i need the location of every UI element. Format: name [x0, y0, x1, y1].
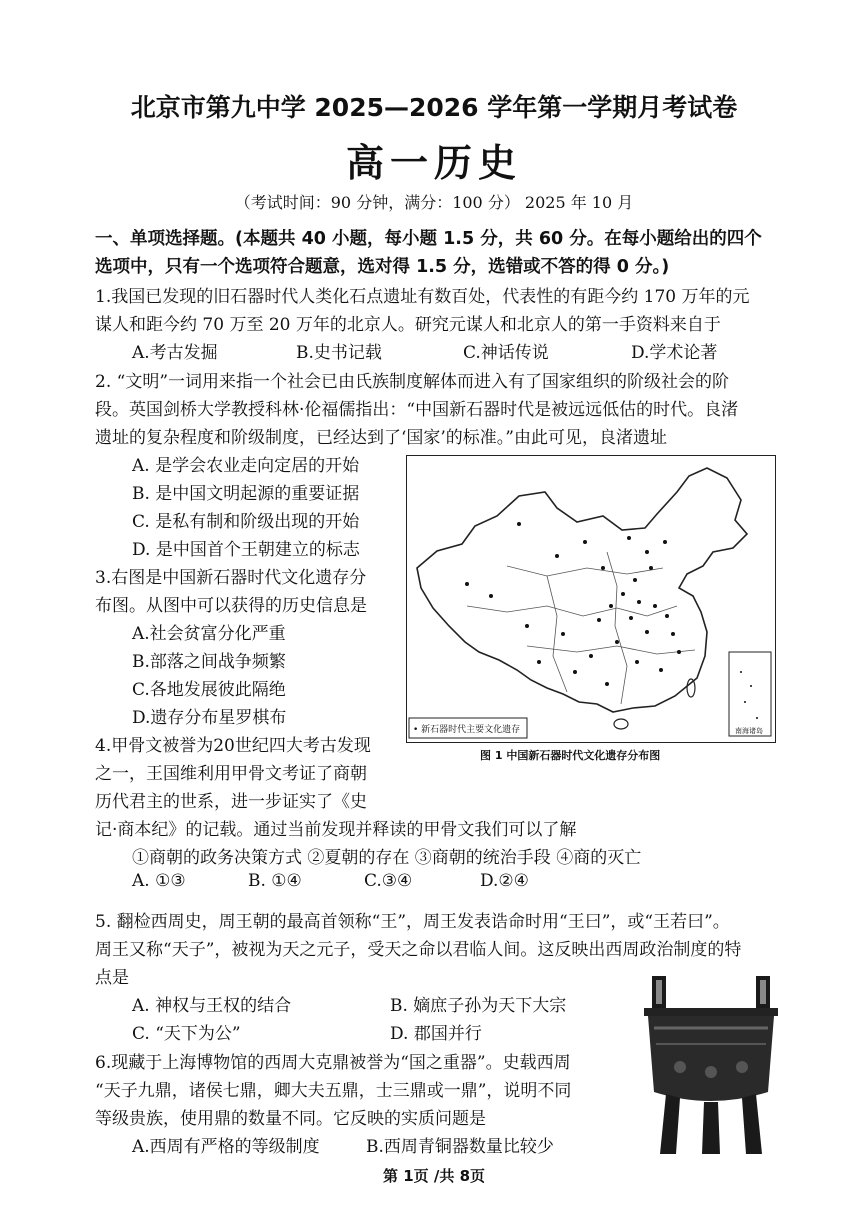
q3-option-b: B.部落之间战争频繁 [132, 652, 286, 672]
q2-option-d: D. 是中国首个王朝建立的标志 [132, 540, 360, 560]
q4-stem-line1: 4.甲骨文被誉为20世纪四大考古发现 [95, 736, 371, 756]
q3-stem-line2: 布图。从图中可以获得的历史信息是 [95, 596, 367, 616]
section-heading-line2: 选项中，只有一个选项符合题意，选对得 1.5 分，选错或不答的得 0 分。) [95, 257, 670, 277]
da-ke-ding-image [640, 972, 782, 1158]
q6-stem-line3: 等级贵族，使用鼎的数量不同。它反映的实质问题是 [95, 1109, 486, 1129]
q4-stem-line2: 之一，王国维利用甲骨文考证了商朝 [95, 764, 367, 784]
neolithic-sites-map [406, 455, 776, 743]
q4-option-b: B. ①④ [248, 871, 302, 891]
q2-option-b: B. 是中国文明起源的重要证据 [132, 484, 360, 504]
q5-option-d: D. 郡国并行 [390, 1024, 482, 1044]
q6-option-b: B.西周青铜器数量比较少 [366, 1137, 554, 1157]
q6-stem-line1: 6.现藏于上海博物馆的西周大克鼎被誉为“国之重器”。史载西周 [95, 1053, 571, 1073]
map-inset-label: 南海诸岛 [735, 727, 763, 735]
q4-option-c: C.③④ [364, 871, 413, 891]
q1-stem-line1: 1.我国已发现的旧石器时代人类化石点遗址有数百处，代表性的有距今约 170 万年的元 [95, 287, 750, 307]
page-footer: 第 1页 /共 8页 [382, 1167, 486, 1185]
q1-option-b: B.史书记载 [296, 343, 382, 363]
q1-option-d: D.学术论著 [631, 343, 718, 363]
q5-option-a: A. 神权与王权的结合 [132, 996, 292, 1016]
q4-items: ①商朝的政务决策方式 ②夏朝的存在 ③商朝的统治手段 ④商的灭亡 [132, 848, 642, 868]
q5-option-c: C. “天下为公” [132, 1024, 241, 1044]
subject-title: 高一历史 [345, 141, 522, 185]
q1-stem-line2: 谋人和距今约 70 万至 20 万年的北京人。研究元谋人和北京人的第一手资料来自于 [95, 315, 721, 335]
exam-title: 北京市第九中学 2025—2026 学年第一学期月考试卷 [130, 93, 738, 122]
q4-option-a: A. ①③ [132, 871, 186, 891]
q3-option-a: A.社会贫富分化严重 [132, 624, 286, 644]
q6-option-a: A.西周有严格的等级制度 [132, 1137, 320, 1157]
q5-stem-line2: 周王又称“天子”，被视为天之元子，受天之命以君临人间。这反映出西周政治制度的特 [95, 940, 742, 960]
q5-stem-line3: 点是 [95, 968, 129, 988]
section-heading-line1: 一、单项选择题。(本题共 40 小题，每小题 1.5 分，共 60 分。在每小题给出的四个 [95, 229, 762, 249]
q5-option-b: B. 嫡庶子孙为天下大宗 [390, 996, 567, 1016]
q2-stem-line2: 段。英国剑桥大学教授科林·伦福儒指出：“中国新石器时代是被远远低估的时代。良渚 [95, 400, 739, 420]
q3-option-c: C.各地发展彼此隔绝 [132, 680, 286, 700]
q5-stem-line1: 5. 翻检西周史，周王朝的最高首领称“王”，周王发表诰命时用“王曰”，或“王若曰”。 [95, 912, 730, 932]
q3-option-d: D.遗存分布星罗棋布 [132, 708, 287, 728]
q1-option-a: A.考古发掘 [132, 343, 218, 363]
q3-stem-line1: 3.右图是中国新石器时代文化遗存分 [95, 568, 367, 588]
q6-stem-line2: “天子九鼎，诸侯七鼎，卿大夫五鼎，士三鼎或一鼎”，说明不同 [95, 1081, 572, 1101]
q2-stem-line3: 遗址的复杂程度和阶级制度，已经达到了‘国家’的标准。”由此可见，良渚遗址 [95, 428, 667, 448]
q2-stem-line1: 2. “文明”一词用来指一个社会已由氏族制度解体而进入有了国家组织的阶级社会的阶 [95, 372, 730, 392]
q4-stem-line3: 历代君主的世系，进一步证实了《史 [95, 792, 367, 812]
exam-info: （考试时间：90 分钟，满分：100 分） 2025 年 10 月 [234, 193, 634, 212]
q1-option-c: C.神话传说 [463, 343, 549, 363]
china-map-drawing [407, 456, 775, 742]
map-caption: 图 1 中国新石器时代文化遗存分布图 [480, 749, 661, 762]
q2-option-a: A. 是学会农业走向定居的开始 [132, 456, 360, 476]
q4-option-d: D.②④ [480, 871, 529, 891]
q2-option-c: C. 是私有制和阶级出现的开始 [132, 512, 360, 532]
map-legend: • 新石器时代主要文化遗存 [413, 725, 521, 735]
q4-stem-line4: 记·商本纪》的记载。通过当前发现并释读的甲骨文我们可以了解 [95, 820, 577, 840]
